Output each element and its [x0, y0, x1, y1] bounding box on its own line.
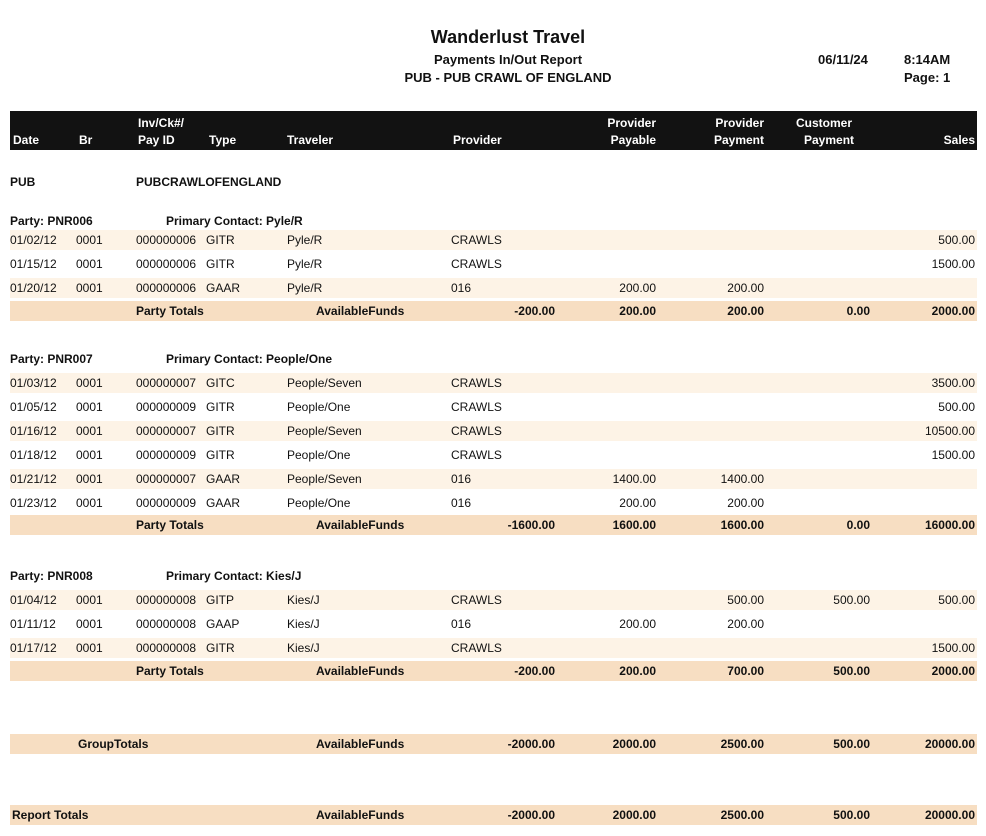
col-prov-payment-top: Provider — [715, 116, 764, 130]
cell-type: GITR — [206, 424, 235, 438]
cell-branch: 0001 — [76, 400, 103, 414]
cell-inv: 000000009 — [136, 448, 197, 462]
cell-branch: 0001 — [76, 641, 103, 655]
cell-traveler: Pyle/R — [287, 257, 323, 271]
cell-provider: CRAWLS — [451, 641, 502, 655]
available-funds-value: -200.00 — [514, 304, 555, 318]
party-label: Party: PNR006 — [10, 214, 93, 228]
cell-traveler: Kies/J — [287, 641, 320, 655]
col-branch: Br — [79, 133, 93, 147]
cell-provider: 016 — [451, 472, 472, 486]
cell-type: GITR — [206, 448, 235, 462]
cell-inv: 000000007 — [136, 472, 197, 486]
cell-inv: 000000009 — [136, 496, 197, 510]
cell-payable: 1400.00 — [612, 472, 656, 486]
available-funds-value: -1600.00 — [507, 518, 555, 532]
cell-date: 01/16/12 — [10, 424, 57, 438]
cell-type: GITR — [206, 641, 235, 655]
totals-label: Party Totals — [136, 518, 204, 532]
party-contact: Primary Contact: Pyle/R — [166, 214, 303, 228]
col-type: Type — [209, 133, 237, 147]
total-sales: 2000.00 — [931, 304, 975, 318]
total-sales: 20000.00 — [924, 808, 975, 822]
cell-provider: CRAWLS — [451, 257, 502, 271]
party-totals-row — [10, 515, 977, 535]
cell-provider: 016 — [451, 281, 472, 295]
cell-traveler: People/Seven — [287, 424, 362, 438]
col-date: Date — [13, 133, 40, 147]
cell-traveler: People/One — [287, 400, 351, 414]
party-totals-row — [10, 301, 977, 321]
cell-branch: 0001 — [76, 496, 103, 510]
cell-sales: 3500.00 — [931, 376, 975, 390]
cell-inv: 000000007 — [136, 376, 197, 390]
cell-prov-payment: 200.00 — [727, 281, 764, 295]
cell-provider: 016 — [451, 617, 472, 631]
cell-sales: 500.00 — [938, 593, 975, 607]
cell-traveler: Pyle/R — [287, 281, 323, 295]
cell-sales: 1500.00 — [931, 448, 975, 462]
cell-date: 01/04/12 — [10, 593, 57, 607]
available-funds-value: -200.00 — [514, 664, 555, 678]
col-prov-payment-bottom: Payment — [713, 133, 764, 147]
cell-traveler: People/Seven — [287, 376, 362, 390]
total-prov-payment: 2500.00 — [720, 737, 764, 751]
cell-traveler: People/Seven — [287, 472, 362, 486]
party-contact: Primary Contact: People/One — [166, 352, 333, 366]
cell-branch: 0001 — [76, 448, 103, 462]
total-sales: 16000.00 — [924, 518, 975, 532]
total-cust-payment: 500.00 — [833, 737, 870, 751]
cell-type: GITR — [206, 257, 235, 271]
cell-type: GAAR — [206, 472, 241, 486]
cell-prov-payment: 1400.00 — [720, 472, 764, 486]
cell-provider: CRAWLS — [451, 376, 502, 390]
total-cust-payment: 500.00 — [833, 808, 870, 822]
totals-label: Party Totals — [136, 664, 204, 678]
report-date: 06/11/24 — [818, 52, 868, 67]
report-time: 8:14AM — [904, 52, 951, 67]
total-sales: 20000.00 — [924, 737, 975, 751]
available-funds-value: -2000.00 — [507, 808, 555, 822]
available-funds-value: -2000.00 — [507, 737, 555, 751]
report-title: Payments In/Out Report — [433, 52, 583, 67]
cell-provider: CRAWLS — [451, 400, 502, 414]
col-sales: Sales — [943, 133, 975, 147]
party-label: Party: PNR007 — [10, 352, 93, 366]
table-row — [10, 254, 977, 274]
cell-branch: 0001 — [76, 424, 103, 438]
report-totals-label: Report Totals — [12, 808, 89, 822]
cell-date: 01/17/12 — [10, 641, 57, 655]
total-prov-payment: 2500.00 — [720, 808, 764, 822]
cell-branch: 0001 — [76, 281, 103, 295]
available-funds-label: AvailableFunds — [316, 304, 405, 318]
party-label: Party: PNR008 — [10, 569, 93, 583]
cell-traveler: Kies/J — [287, 617, 320, 631]
total-payable: 1600.00 — [612, 518, 656, 532]
group-code: PUB — [10, 175, 36, 189]
cell-date: 01/02/12 — [10, 233, 57, 247]
totals-label: Party Totals — [136, 304, 204, 318]
table-row — [10, 445, 977, 465]
cell-date: 01/03/12 — [10, 376, 57, 390]
cell-traveler: People/One — [287, 448, 351, 462]
cell-inv: 000000008 — [136, 617, 197, 631]
col-prov-payable-top: Provider — [607, 116, 656, 130]
table-row — [10, 590, 977, 610]
table-row — [10, 493, 977, 513]
table-row — [10, 397, 977, 417]
cell-date: 01/18/12 — [10, 448, 57, 462]
cell-payable: 200.00 — [619, 281, 656, 295]
cell-inv: 000000006 — [136, 257, 197, 271]
cell-provider: CRAWLS — [451, 233, 502, 247]
available-funds-label: AvailableFunds — [316, 808, 405, 822]
cell-provider: CRAWLS — [451, 593, 502, 607]
cell-branch: 0001 — [76, 593, 103, 607]
table-row — [10, 373, 977, 393]
cell-type: GITR — [206, 233, 235, 247]
cell-branch: 0001 — [76, 233, 103, 247]
cell-branch: 0001 — [76, 472, 103, 486]
col-prov-payable-bottom: Payable — [610, 133, 656, 147]
cell-cust-payment: 500.00 — [833, 593, 870, 607]
cell-payable: 200.00 — [619, 496, 656, 510]
cell-traveler: People/One — [287, 496, 351, 510]
cell-traveler: Kies/J — [287, 593, 320, 607]
cell-inv: 000000009 — [136, 400, 197, 414]
col-inv-top: Inv/Ck#/ — [138, 116, 185, 130]
table-row — [10, 421, 977, 441]
cell-branch: 0001 — [76, 617, 103, 631]
cell-sales: 500.00 — [938, 233, 975, 247]
cell-date: 01/20/12 — [10, 281, 57, 295]
total-payable: 2000.00 — [612, 737, 656, 751]
group-totals-row — [10, 734, 977, 754]
cell-type: GITP — [206, 593, 235, 607]
total-cust-payment: 500.00 — [833, 664, 870, 678]
cell-inv: 000000006 — [136, 233, 197, 247]
party-totals-row — [10, 661, 977, 681]
cell-branch: 0001 — [76, 376, 103, 390]
group-totals-label: GroupTotals — [78, 737, 149, 751]
report-totals-row — [10, 805, 977, 825]
cell-type: GAAP — [206, 617, 240, 631]
cell-provider: CRAWLS — [451, 448, 502, 462]
cell-date: 01/15/12 — [10, 257, 57, 271]
col-cust-payment-top: Customer — [796, 116, 853, 130]
cell-branch: 0001 — [76, 257, 103, 271]
cell-type: GAAR — [206, 496, 241, 510]
cell-provider: CRAWLS — [451, 424, 502, 438]
cell-date: 01/23/12 — [10, 496, 57, 510]
column-header-band — [10, 111, 977, 150]
total-cust-payment: 0.00 — [846, 518, 870, 532]
cell-prov-payment: 500.00 — [727, 593, 764, 607]
total-sales: 2000.00 — [931, 664, 975, 678]
cell-sales: 1500.00 — [931, 641, 975, 655]
cell-type: GAAR — [206, 281, 241, 295]
cell-inv: 000000007 — [136, 424, 197, 438]
cell-type: GITR — [206, 400, 235, 414]
table-row — [10, 278, 977, 298]
total-prov-payment: 200.00 — [727, 304, 764, 318]
col-traveler: Traveler — [287, 133, 334, 147]
table-row — [10, 230, 977, 250]
cell-sales: 1500.00 — [931, 257, 975, 271]
cell-sales: 10500.00 — [924, 424, 975, 438]
cell-sales: 500.00 — [938, 400, 975, 414]
cell-prov-payment: 200.00 — [727, 496, 764, 510]
group-name: PUBCRAWLOFENGLAND — [136, 175, 282, 189]
col-cust-payment-bottom: Payment — [804, 133, 855, 147]
party-contact: Primary Contact: Kies/J — [166, 569, 302, 583]
col-provider: Provider — [453, 133, 502, 147]
cell-payable: 200.00 — [619, 617, 656, 631]
total-cust-payment: 0.00 — [846, 304, 870, 318]
cell-inv: 000000006 — [136, 281, 197, 295]
report-group: PUB - PUB CRAWL OF ENGLAND — [404, 70, 612, 85]
cell-date: 01/11/12 — [10, 617, 56, 631]
available-funds-label: AvailableFunds — [316, 518, 405, 532]
cell-traveler: Pyle/R — [287, 233, 323, 247]
total-prov-payment: 1600.00 — [720, 518, 764, 532]
company-name: Wanderlust Travel — [430, 27, 586, 47]
cell-inv: 000000008 — [136, 593, 197, 607]
table-row — [10, 469, 977, 489]
col-inv-bottom: Pay ID — [138, 133, 175, 147]
table-row — [10, 638, 977, 658]
total-payable: 2000.00 — [612, 808, 656, 822]
cell-inv: 000000008 — [136, 641, 197, 655]
page-number: Page: 1 — [904, 70, 951, 85]
available-funds-label: AvailableFunds — [316, 737, 405, 751]
total-prov-payment: 700.00 — [727, 664, 764, 678]
total-payable: 200.00 — [619, 664, 656, 678]
available-funds-label: AvailableFunds — [316, 664, 405, 678]
table-row — [10, 614, 977, 634]
cell-prov-payment: 200.00 — [727, 617, 764, 631]
cell-date: 01/21/12 — [10, 472, 57, 486]
cell-type: GITC — [206, 376, 235, 390]
cell-date: 01/05/12 — [10, 400, 57, 414]
total-payable: 200.00 — [619, 304, 656, 318]
cell-provider: 016 — [451, 496, 472, 510]
